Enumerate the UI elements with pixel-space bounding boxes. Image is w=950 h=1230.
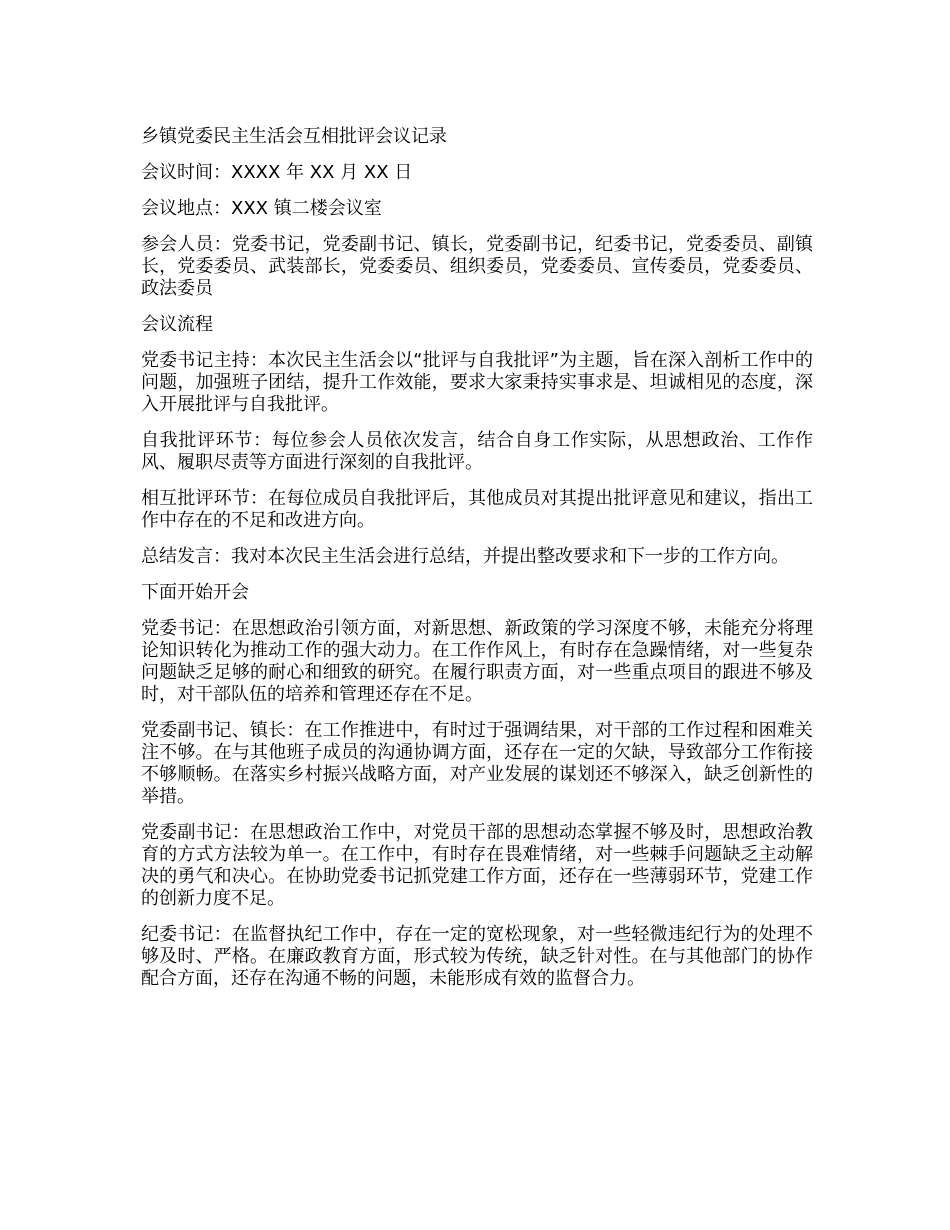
document-title: 乡镇党委民主生活会互相批评会议记录 [141,126,447,147]
meeting-place: 会议地点：XXX 镇二楼会议室 [141,198,382,219]
meeting-time: 会议时间：XXXX 年 XX 月 XX 日 [141,162,413,183]
paragraph-deputy-secretary-mayor: 党委副书记、镇长：在工作推进中，有时过于强调结果，对干部的工作过程和困难关注不够。在与其他班子成员的沟通协调方面，还存在一定的欠缺，导致部分工作衔接不够顺畅。在落实乡村振兴战略方面，对产业发展的谋划还不够深入，缺乏创新性的举措。 [141,720,813,807]
paragraph-discipline-secretary: 纪委书记：在监督执纪工作中，存在一定的宽松现象，对一些轻微违纪行为的处理不够及时、严格。在廉政教育方面，形式较为传统，缺乏针对性。在与其他部门的协作配合方面，还存在沟通不畅的问题，未能形成有效的监督合力。 [141,924,813,989]
paragraph-summary: 总结发言：我对本次民主生活会进行总结，并提出整改要求和下一步的工作方向。 [141,546,789,567]
process-heading: 会议流程 [141,314,213,335]
paragraph-deputy-secretary: 党委副书记：在思想政治工作中，对党员干部的思想动态掌握不够及时，思想政治教育的方式方法较为单一。在工作中，有时存在畏难情绪，对一些棘手问题缺乏主动解决的勇气和决心。在协助党委书记抓党建工作方面，还存在一些薄弱环节，党建工作的创新力度不足。 [141,822,813,909]
paragraph-meeting-start: 下面开始开会 [141,582,249,603]
paragraph-host-opening: 党委书记主持：本次民主生活会以“批评与自我批评”为主题，旨在深入剖析工作中的问题，加强班子团结，提升工作效能，要求大家秉持实事求是、坦诚相见的态度，深入开展批评与自我批评。 [141,350,813,415]
paragraph-mutual-criticism: 相互批评环节：在每位成员自我批评后，其他成员对其提出批评意见和建议，指出工作中存在的不足和改进方向。 [141,488,813,531]
meeting-attendees: 参会人员：党委书记，党委副书记、镇长，党委副书记，纪委书记，党委委员、副镇长，党委委员、武装部长，党委委员、组织委员，党委委员、宣传委员，党委委员、政法委员 [141,234,813,299]
paragraph-self-criticism: 自我批评环节：每位参会人员依次发言，结合自身工作实际，从思想政治、工作作风、履职尽责等方面进行深刻的自我批评。 [141,430,813,473]
paragraph-party-secretary: 党委书记：在思想政治引领方面，对新思想、新政策的学习深度不够，未能充分将理论知识转化为推动工作的强大动力。在工作作风上，有时存在急躁情绪，对一些复杂问题缺乏足够的耐心和细致的研究。在履行职责方面，对一些重点项目的跟进不够及时，对干部队伍的培养和管理还存在不足。 [141,618,813,705]
document-body [141,126,813,1004]
